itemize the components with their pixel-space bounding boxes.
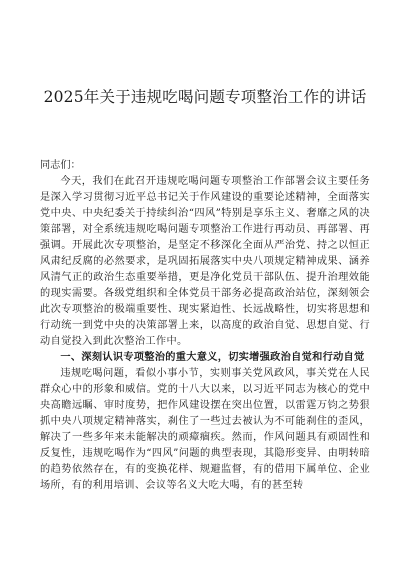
paragraph-2: 违规吃喝问题，看似小事小节，实则事关党风政风，事关党在人民群众心中的形象和威信。党的十八大以来，以习近平同志为核心的党中央高瞻远瞩、审时度势，把作风建设摆在突出位置，以雷霆万钧之势狠抓中央八项规定精神落实，刹住了一些过去被认为不可能刹住的歪风，解决了一些多年来未能解决的顽瘴痼疾。然而，作风问题具有顽固性和反复性，违规吃喝作为“四风”问题的典型表现，其隐形变异、由明转暗的趋势依然存在，有的变换花样、规避监督，有的借用下属单位、企业场所，有的利用培训、会议等名义大吃大喝，有的甚至转 <box>40 368 370 491</box>
greeting: 同志们： <box>40 160 81 171</box>
document-title: 2025年关于违规吃喝问题专项整治工作的讲话 <box>43 88 367 106</box>
document-body <box>40 158 370 494</box>
section-heading-1: 一、深刻认识专项整治的重大意义，切实增强政治自觉和行动自觉 <box>60 352 365 363</box>
paragraph-1: 今天，我们在此召开违规吃喝问题专项整治工作部署会议主要任务是深入学习贯彻习近平总书记关于作风建设的重要论述精神，全面落实党中央、中央纪委关于持续纠治“四风”特别是享乐主义、奢靡之风的决策部署，对全系统违规吃喝问题专项整治工作进行再动员、再部署、再强调。开展此次专项整治，是坚定不移深化全面从严治党、持之以恒正风肃纪反腐的必然要求，是巩固拓展落实中央八项规定精神成果、涵养风清气正的政治生态重要举措，更是净化党员干部队伍、提升治理效能的现实需要。各级党组织和全体党员干部务必提高政治站位，深刻领会此次专项整治的极端重要性、现实紧迫性、长远战略性，切实将思想和行动统一到党中央的决策部署上来，以高度的政治自觉、思想自觉、行动自觉投入到此次整治工作中。 <box>40 176 370 347</box>
